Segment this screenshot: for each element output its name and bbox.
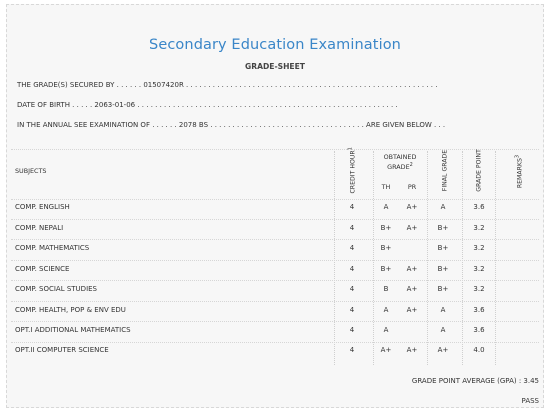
row-rule — [11, 260, 539, 261]
header-bottom-rule — [11, 199, 539, 200]
credit-hour: 4 — [349, 285, 355, 293]
grade-pr: A+ — [406, 224, 418, 232]
date-of-birth-line: DATE OF BIRTH . . . . . 2063-01-06 . . . . . . . . . . . . . . . . . . . . . . . . . . . . . . . . . . . . . . . . . . . . . . . . . . . . . . . . . . . — [17, 101, 398, 109]
exam-title: Secondary Education Examination — [149, 37, 401, 53]
header-grade-point: GRADE POINT — [475, 149, 483, 192]
final-grade: A — [440, 326, 446, 334]
final-grade: A — [440, 203, 446, 211]
subject-name: OPT.I ADDITIONAL MATHEMATICS — [15, 326, 131, 334]
grade-point: 3.6 — [473, 203, 485, 211]
final-grade: B+ — [437, 224, 449, 232]
header-remarks: REMARKS$^3$ — [514, 154, 524, 189]
grade-point: 3.6 — [473, 326, 485, 334]
grade-pr: A+ — [406, 203, 418, 211]
col-divider — [427, 151, 428, 365]
final-grade: B+ — [437, 244, 449, 252]
header-pr: PR — [407, 183, 417, 191]
header-subjects: SUBJECTS — [15, 167, 47, 175]
row-rule — [11, 219, 539, 220]
final-grade: B+ — [437, 285, 449, 293]
grade-th: A — [383, 306, 389, 314]
grade-point: 3.6 — [473, 306, 485, 314]
subject-name: COMP. SCIENCE — [15, 265, 70, 273]
grade-point: 4.0 — [473, 346, 485, 354]
grade-th: B+ — [380, 265, 392, 273]
grade-th: B+ — [380, 224, 392, 232]
grade-point: 3.2 — [473, 285, 485, 293]
result-status: PASS — [521, 397, 539, 405]
credit-hour: 4 — [349, 306, 355, 314]
credit-hour: 4 — [349, 203, 355, 211]
final-grade: A+ — [437, 346, 449, 354]
grade-point: 3.2 — [473, 244, 485, 252]
row-rule — [11, 301, 539, 302]
credit-hour: 4 — [349, 244, 355, 252]
subject-name: COMP. HEALTH, POP & ENV EDU — [15, 306, 126, 314]
grade-point: 3.2 — [473, 265, 485, 273]
header-credit-hour: CREDIT HOUR$^1$ — [347, 147, 357, 194]
subject-name: COMP. SOCIAL STUDIES — [15, 285, 98, 293]
header-obtained-grade: OBTAINED GRADE$^2$ — [383, 153, 417, 172]
secured-by-line: THE GRADE(S) SECURED BY . . . . . . 01507420R . . . . . . . . . . . . . . . . . . . . . . . . . . . . . . . . . . . . . . . . . . . . . . . . . . . . . . . . . — [17, 81, 438, 89]
row-rule — [11, 321, 539, 322]
final-grade: B+ — [437, 265, 449, 273]
subject-name: COMP. MATHEMATICS — [15, 244, 90, 252]
subject-name: COMP. NEPALI — [15, 224, 64, 232]
credit-hour: 4 — [349, 346, 355, 354]
credit-hour: 4 — [349, 224, 355, 232]
header-final-grade: FINAL GRADE — [441, 149, 449, 192]
col-divider — [334, 151, 335, 365]
grade-pr: A+ — [406, 285, 418, 293]
grade-th: B — [383, 285, 389, 293]
row-rule — [11, 342, 539, 343]
table-top-rule — [11, 149, 539, 150]
grade-th: A+ — [380, 346, 392, 354]
grade-th: B+ — [380, 244, 392, 252]
final-grade: A — [440, 306, 446, 314]
subject-name: OPT.II COMPUTER SCIENCE — [15, 346, 109, 354]
credit-hour: 4 — [349, 265, 355, 273]
gpa-summary: GRADE POINT AVERAGE (GPA) : 3.45 — [411, 377, 539, 385]
sheet-subtitle: GRADE-SHEET — [245, 62, 305, 71]
exam-line: IN THE ANNUAL SEE EXAMINATION OF . . . . . . 2078 BS . . . . . . . . . . . . . . . . . . . . . . . . . . . . . . . . . . . ARE GIVEN BELOW . . . — [17, 121, 446, 129]
col-divider — [462, 151, 463, 365]
header-th: TH — [381, 183, 391, 191]
subject-name: COMP. ENGLISH — [15, 203, 70, 211]
credit-hour: 4 — [349, 326, 355, 334]
grade-pr: A+ — [406, 306, 418, 314]
grade-sheet — [6, 4, 544, 408]
row-rule — [11, 280, 539, 281]
grade-th: A — [383, 326, 389, 334]
grade-th: A — [383, 203, 389, 211]
grade-pr: A+ — [406, 346, 418, 354]
col-divider — [495, 151, 496, 365]
grade-pr: A+ — [406, 265, 418, 273]
grade-point: 3.2 — [473, 224, 485, 232]
row-rule — [11, 239, 539, 240]
